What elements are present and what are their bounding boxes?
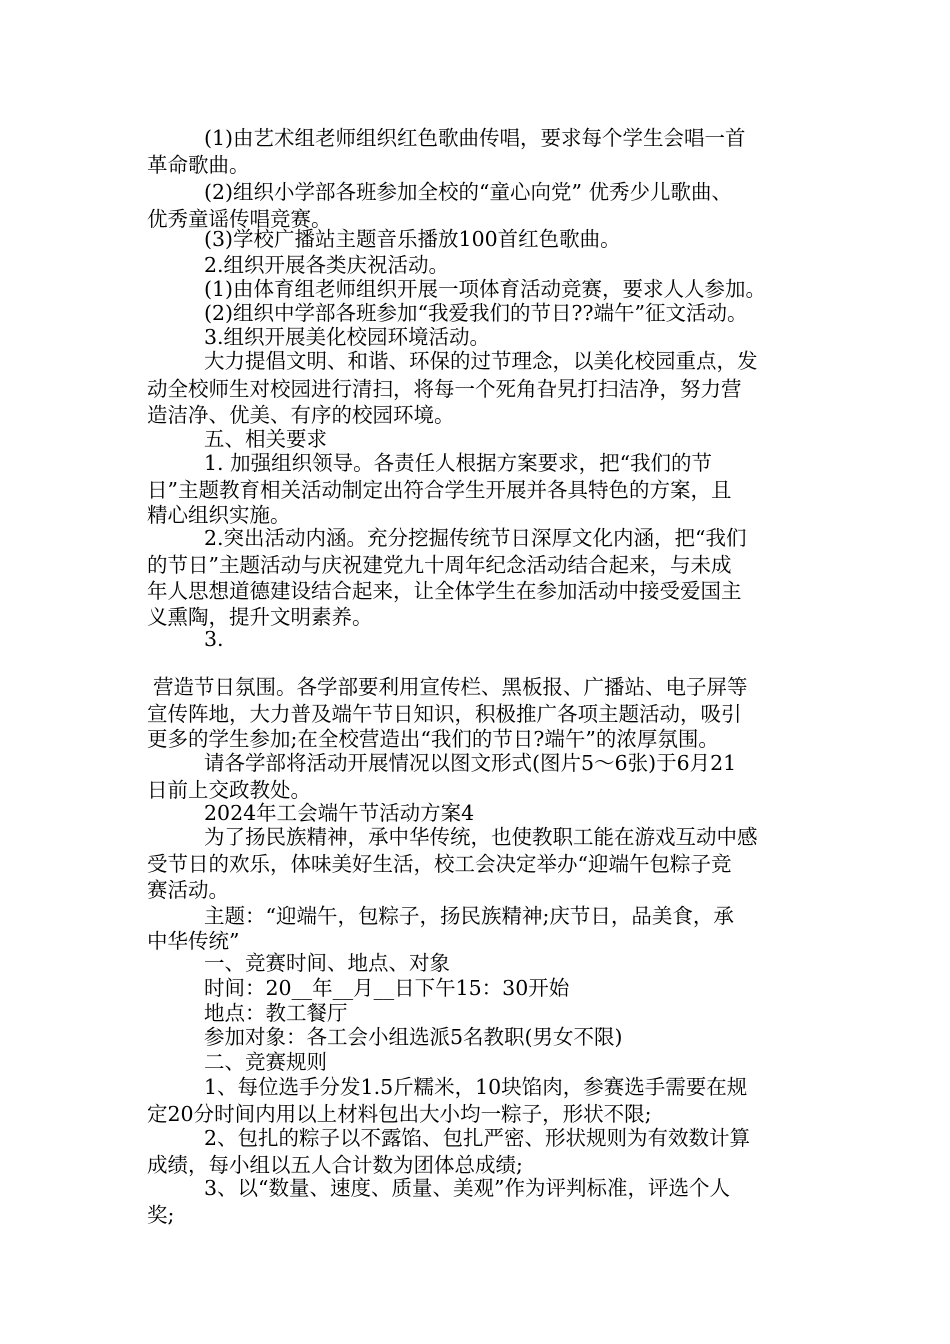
text-line: 优秀童谣传唱竞赛。 <box>147 207 332 231</box>
text-line: 请各学部将活动开展情况以图文形式(图片5～6张)于6月21 <box>204 751 737 775</box>
text-line: 更多的学生参加;在全校营造出“我们的节日?端午”的浓厚氛围。 <box>147 727 719 751</box>
text-line: 1. 加强组织领导。各责任人根据方案要求，把“我们的节 <box>204 451 713 475</box>
text-line: 3.组织开展美化校园环境活动。 <box>204 325 491 349</box>
text-line: 2024年工会端午节活动方案4 <box>204 801 475 825</box>
text-line: 精心组织实施。 <box>147 503 291 527</box>
text-line: 动全校师生对校园进行清扫，将每一个死角旮旯打扫洁净，努力营 <box>147 377 742 401</box>
text-line: 赛活动。 <box>147 878 229 902</box>
text-line: 为了扬民族精神，承中华传统，也使教职工能在游戏互动中感 <box>204 825 758 849</box>
text-line: 2、包扎的粽子以不露馅、包扎严密、形状规则为有效数计算 <box>204 1126 751 1150</box>
text-line: 义熏陶，提升文明素养。 <box>147 605 373 629</box>
text-line: 受节日的欢乐，体味美好生活，校工会决定举办“迎端午包粽子竞 <box>147 852 732 876</box>
text-line: 二、竞赛规则 <box>204 1050 327 1074</box>
text-line: 定20分时间内用以上材料包出大小均一粽子，形状不限; <box>147 1102 652 1126</box>
text-line: 营造节日氛围。各学部要利用宣传栏、黑板报、广播站、电子屏等 <box>153 675 748 699</box>
text-line: 中华传统” <box>147 929 240 953</box>
text-line: 大力提倡文明、和谐、环保的过节理念，以美化校园重点，发 <box>204 349 758 373</box>
text-line: (1)由体育组老师组织开展一项体育活动竞赛，要求人人参加。 <box>204 277 767 301</box>
text-line: 2.突出活动内涵。充分挖掘传统节日深厚文化内涵，把“我们 <box>204 526 747 550</box>
text-line: 3、以“数量、速度、质量、美观”作为评判标准，评选个人 <box>204 1176 731 1200</box>
text-line: 主题：“迎端午，包粽子，扬民族精神;庆节日，品美食，承 <box>204 904 734 928</box>
text-line: 五、相关要求 <box>204 427 327 451</box>
text-line: 日前上交政教处。 <box>147 778 311 802</box>
text-line: 地点：教工餐厅 <box>204 1001 348 1025</box>
text-line: (2)组织中学部各班参加“我爱我们的节日??端午”征文活动。 <box>204 301 748 325</box>
text-line: 成绩，每小组以五人合计数为团体总成绩; <box>147 1153 523 1177</box>
text-line: 1、每位选手分发1.5斤糯米，10块馅肉，参赛选手需要在规 <box>204 1075 748 1099</box>
text-line: 年人思想道德建设结合起来，让全体学生在参加活动中接受爱国主 <box>147 579 742 603</box>
text-line: 宣传阵地，大力普及端午节日知识，积极推广各项主题活动，吸引 <box>147 702 742 726</box>
text-line: 3. <box>204 627 224 651</box>
text-line: (2)组织小学部各班参加全校的“童心向党” 优秀少儿歌曲、 <box>204 180 733 204</box>
text-line: 一、竞赛时间、地点、对象 <box>204 951 450 975</box>
text-line: 的节日”主题活动与庆祝建党九十周年纪念活动结合起来，与未成 <box>147 553 732 577</box>
text-line: 2.组织开展各类庆祝活动。 <box>204 253 450 277</box>
text-line: 革命歌曲。 <box>147 153 250 177</box>
text-line: 时间：20__年__月__日下午15：30开始 <box>204 976 570 1000</box>
text-line: (3)学校广播站主题音乐播放100首红色歌曲。 <box>204 227 621 251</box>
text-line: 参加对象：各工会小组选派5名教职(男女不限) <box>204 1025 623 1049</box>
text-line: 奖; <box>147 1203 175 1227</box>
text-line: 日”主题教育相关活动制定出符合学生开展并各具特色的方案，且 <box>147 478 732 502</box>
text-line: (1)由艺术组老师组织红色歌曲传唱，要求每个学生会唱一首 <box>204 126 746 150</box>
text-line: 造洁净、优美、有序的校园环境。 <box>147 403 455 427</box>
